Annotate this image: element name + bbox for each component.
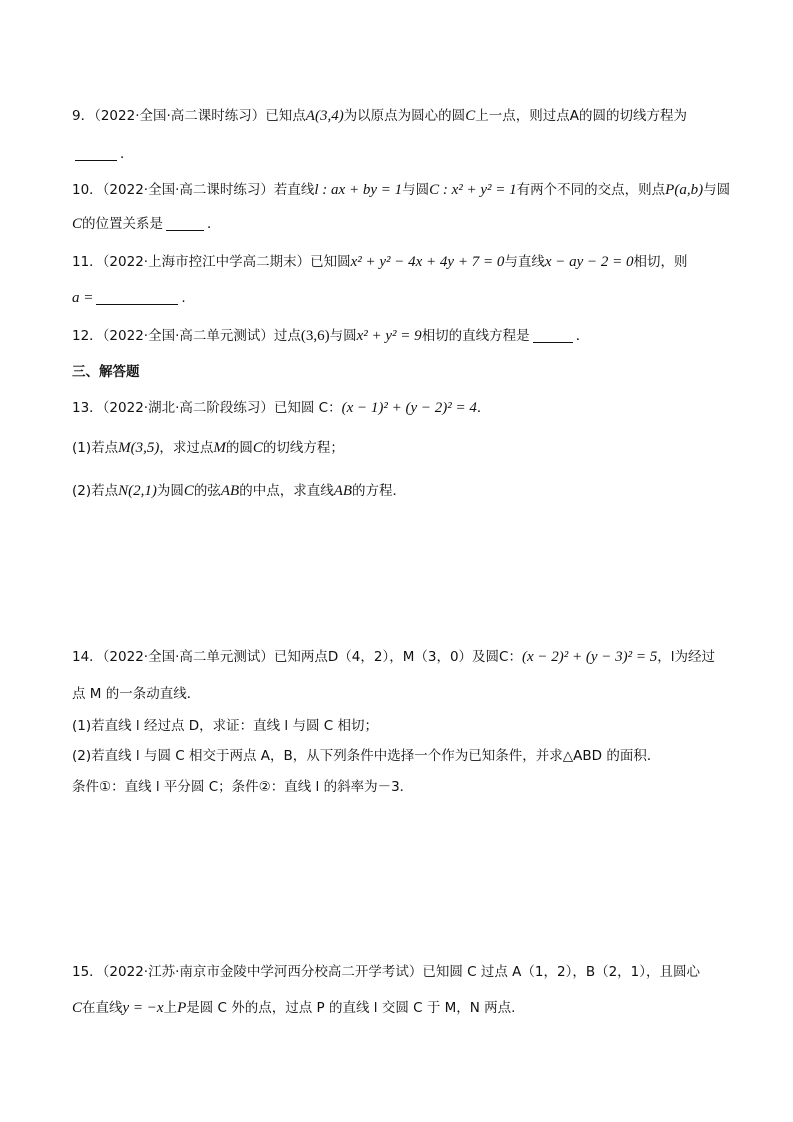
question-14-part-2: (2)若直线 l 与圆 C 相交于两点 A，B，从下列条件中选择一个作为已知条件，并求△ABD 的面积． [72, 748, 661, 764]
question-9-line-2: ． [72, 144, 733, 164]
line-equation: x − ay − 2 = 0 [544, 254, 634, 270]
question-15-line-2: C在直线y = −x上P是圆 C 外的点，过点 P 的直线 l 交圆 C 于 M，N 两点. [72, 1000, 516, 1016]
answer-blank[interactable] [75, 146, 117, 161]
circle-equation: x² + y² = 9 [356, 328, 422, 344]
question-12-line-1: 12．（2022·全国·高二单元测试）过点(3,6)与圆x² + y² = 9相切的直线方程是 ． [72, 328, 590, 344]
point-expression: P(a,b) [665, 182, 704, 198]
question-10-line-2: C的位置关系是 ． [72, 216, 221, 232]
section-heading: 三、解答题 [72, 364, 140, 380]
question-14-line-1: 14．（2022·全国·高二单元测试）已知两点D（4，2），M（3，0）及圆C：(x − 2)² + (y − 3)² = 5，l为经过 [72, 649, 716, 665]
line-equation: y = −x [122, 1000, 164, 1016]
question-11-line-2: a = . [72, 290, 186, 306]
question-15-line-1: 15．（2022·江苏·南京市金陵中学河西分校高二开学考试）已知圆 C 过点 A（1，2），B（2，1），且圆心 [72, 964, 701, 980]
question-13-part-2: (2)若点N(2,1)为圆C的弦AB的中点，求直线AB的方程． [72, 483, 407, 499]
point-expression: (3,6) [300, 328, 330, 344]
circle-equation: C : x² + y² = 1 [429, 182, 517, 198]
question-13-line-1: 13．（2022·湖北·高二阶段练习）已知圆 C：(x − 1)² + (y − 2)² = 4． [72, 400, 491, 416]
question-11-line-1: 11．（2022·上海市控江中学高二期末）已知圆x² + y² − 4x + 4y + 7 = 0与直线x − ay − 2 = 0相切，则 [72, 254, 688, 270]
point-expression: A(3,4) [305, 108, 344, 124]
question-14-line-2: 点 M 的一条动直线． [72, 686, 201, 702]
answer-blank[interactable] [166, 216, 204, 231]
circle-equation: x² + y² − 4x + 4y + 7 = 0 [350, 254, 505, 270]
circle-equation: (x − 1)² + (y − 2)² = 4 [341, 400, 477, 416]
question-10-line-1: 10．（2022·全国·高二课时练习）若直线l : ax + by = 1与圆C : x² + y² = 1有两个不同的交点，则点P(a,b)与圆 [72, 182, 731, 198]
question-9-line-1: 9．（2022·全国·高二课时练习）已知点A(3,4)为以原点为圆心的圆C上一点，则过点A的圆的切线方程为 [72, 108, 687, 124]
circle-equation: (x − 2)² + (y − 3)² = 5 [521, 649, 658, 665]
question-13-part-1: (1)若点M(3,5)，求过点M的圆C的切线方程； [72, 440, 344, 456]
line-equation: l : ax + by = 1 [314, 182, 403, 198]
answer-blank[interactable] [96, 290, 178, 305]
answer-blank[interactable] [533, 328, 573, 343]
question-14-part-1: (1)若直线 l 经过点 D，求证：直线 l 与圆 C 相切； [72, 718, 378, 734]
question-14-conditions: 条件①：直线 l 平分圆 C；条件②：直线 l 的斜率为－3． [72, 779, 414, 795]
